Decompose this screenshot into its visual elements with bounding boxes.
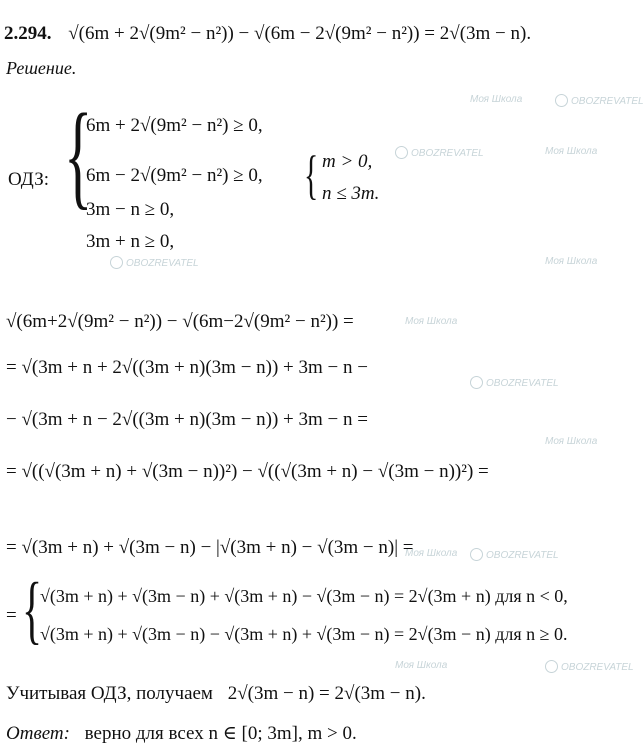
watermark-logo-icon bbox=[395, 146, 408, 159]
watermark-obozrevatel: OBOZREVATEL bbox=[110, 256, 199, 269]
watermark-moya-shkola: Моя Школа bbox=[405, 548, 458, 559]
step-3: − √(3m + n − 2√((3m + n)(3m − n)) + 3m − n = bbox=[6, 409, 368, 430]
step-1: √(6m+2√(9m² − n²)) − √(6m−2√(9m² − n²)) = bbox=[6, 311, 354, 332]
watermark-logo-icon bbox=[470, 548, 483, 561]
watermark-obozrevatel: OBOZREVATEL bbox=[395, 146, 484, 159]
watermark-obozrevatel: OBOZREVATEL bbox=[555, 94, 644, 107]
odz-brace: { bbox=[64, 89, 93, 220]
watermark-moya-shkola: Моя Школа bbox=[405, 316, 458, 327]
watermark-logo-icon bbox=[110, 256, 123, 269]
odz-result-2: n ≤ 3m. bbox=[322, 183, 380, 204]
case-n-nonnegative: √(3m + n) + √(3m − n) − √(3m + n) + √(3m − n) = 2√(3m − n) для n ≥ 0. bbox=[40, 624, 568, 644]
watermark-moya-shkola: Моя Школа bbox=[395, 660, 448, 671]
watermark-logo-icon bbox=[545, 660, 558, 673]
step-5: = √(3m + n) + √(3m − n) − |√(3m + n) − √(3m − n)| = bbox=[6, 537, 414, 558]
odz-result-1: m > 0, bbox=[322, 151, 373, 172]
answer bbox=[6, 722, 357, 746]
solution-label: Решение. bbox=[6, 58, 77, 78]
odz-label: ОДЗ: bbox=[8, 169, 50, 190]
answer-text: верно для всех n ∈ [0; 3m], m > 0. bbox=[84, 723, 357, 744]
odz-condition-1: 6m + 2√(9m² − n²) ≥ 0, bbox=[86, 115, 263, 136]
problem-number: 2.294. bbox=[4, 23, 52, 44]
conclusion bbox=[6, 682, 426, 706]
step-2: = √(3m + n + 2√((3m + n)(3m − n)) + 3m − n − bbox=[6, 357, 368, 378]
step-4: = √((√(3m + n) + √(3m − n))²) − √((√(3m + n) − √(3m − n))²) = bbox=[6, 461, 489, 482]
odz-result-brace: { bbox=[304, 145, 319, 205]
watermark-moya-shkola: Моя Школа bbox=[470, 94, 523, 105]
cases-equals: = bbox=[6, 605, 17, 626]
cases-brace: { bbox=[22, 568, 43, 652]
watermark-obozrevatel: OBOZREVATEL bbox=[545, 660, 634, 673]
watermark-moya-shkola: Моя Школа bbox=[545, 436, 598, 447]
case-n-negative: √(3m + n) + √(3m − n) + √(3m + n) − √(3m − n) = 2√(3m + n) для n < 0, bbox=[40, 586, 568, 606]
answer-label: Ответ: bbox=[6, 723, 70, 744]
watermark-obozrevatel: OBOZREVATEL bbox=[470, 548, 559, 561]
watermark-obozrevatel: OBOZREVATEL bbox=[470, 376, 559, 389]
odz-condition-3: 3m − n ≥ 0, bbox=[86, 199, 175, 220]
problem-equation: √(6m + 2√(9m² − n²)) − √(6m − 2√(9m² − n²)) = 2√(3m − n). bbox=[68, 23, 532, 44]
watermark-logo-icon bbox=[555, 94, 568, 107]
watermark-moya-shkola: Моя Школа bbox=[545, 256, 598, 267]
odz-condition-4: 3m + n ≥ 0, bbox=[86, 231, 175, 252]
odz-condition-2: 6m − 2√(9m² − n²) ≥ 0, bbox=[86, 165, 263, 186]
problem-statement bbox=[4, 22, 531, 46]
conclusion-text: Учитывая ОДЗ, получаем bbox=[6, 683, 213, 704]
conclusion-formula: 2√(3m − n) = 2√(3m − n). bbox=[227, 683, 426, 704]
watermark-moya-shkola: Моя Школа bbox=[545, 146, 598, 157]
watermark-logo-icon bbox=[470, 376, 483, 389]
